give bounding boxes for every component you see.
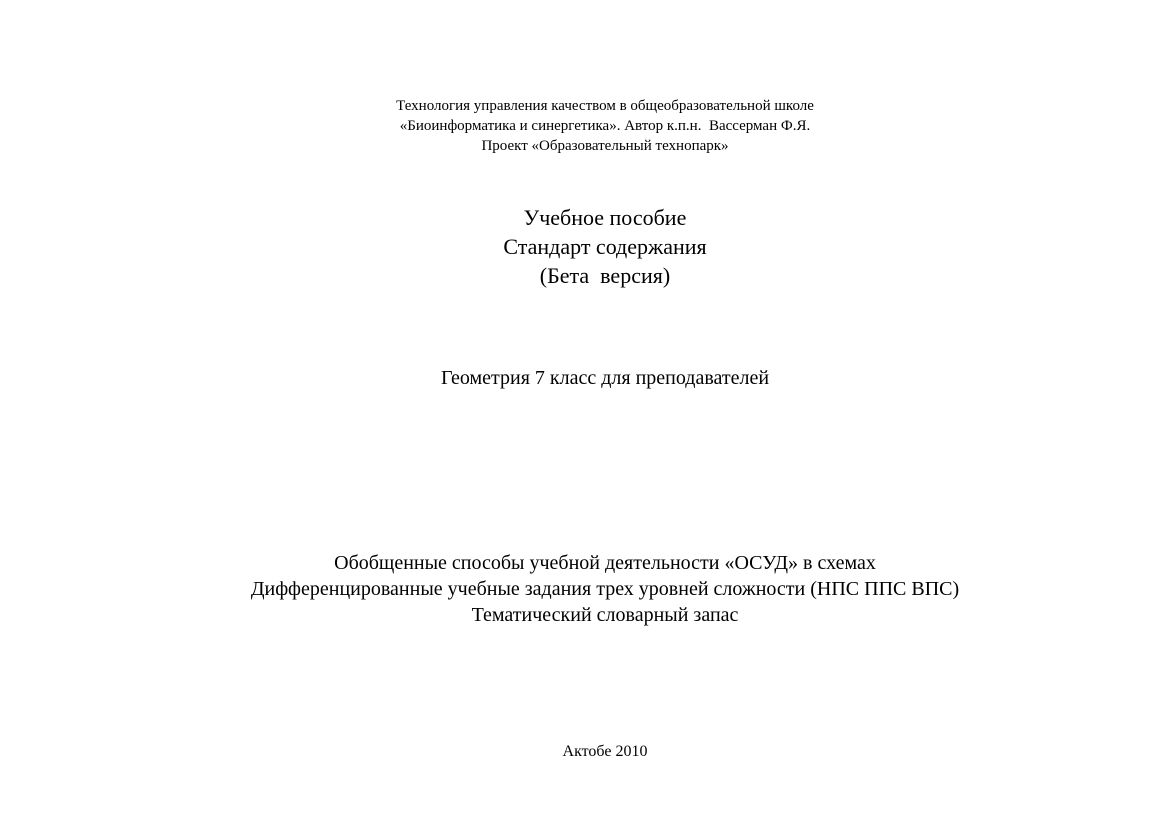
- subject-block: [0, 365, 1170, 391]
- contents-line-tasks: Дифференцированные учебные задания трех уровней сложности (НПС ППС ВПС): [250, 578, 960, 600]
- title-block: [0, 203, 1170, 290]
- title-line-beta: (Бета версия): [539, 263, 671, 288]
- footer-date: Актобе 2010: [562, 743, 648, 760]
- title-line-manual: Учебное пособие: [523, 205, 687, 230]
- contents-line-osud: Обобщенные способы учебной деятельности «ОСУД» в схемах: [334, 552, 876, 574]
- subject-title: Геометрия 7 класс для преподавателей: [440, 367, 770, 389]
- contents-line-vocabulary: Тематический словарный запас: [471, 604, 739, 626]
- header-line-author: «Биоинформатика и синергетика». Автор к.п.н. Вассерман Ф.Я.: [399, 118, 811, 134]
- header-block: [0, 96, 1170, 156]
- header-line-technology: Технология управления качеством в общеобразовательной школе: [396, 98, 814, 114]
- header-line-project: Проект «Образовательный технопарк»: [481, 138, 729, 154]
- footer-block: [0, 741, 1170, 763]
- contents-block: [0, 550, 1170, 628]
- title-line-standard: Стандарт содержания: [503, 234, 707, 259]
